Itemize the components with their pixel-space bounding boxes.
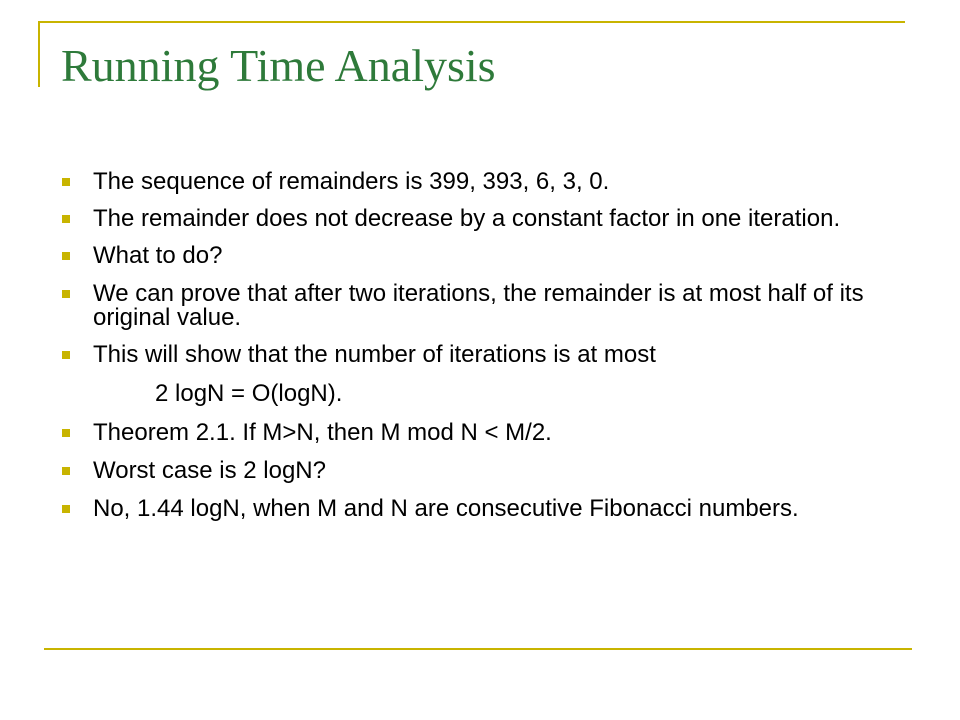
square-bullet-icon [62, 351, 70, 359]
square-bullet-icon [62, 252, 70, 260]
bullet-list [62, 170, 912, 521]
bullet-text: Worst case is 2 logN? [93, 457, 326, 484]
bullet-text: This will show that the number of iterations is at most [93, 341, 656, 368]
square-bullet-icon [62, 505, 70, 513]
bullet-item [62, 244, 912, 268]
bullet-item [62, 343, 912, 367]
left-rule [38, 21, 40, 87]
bullet-text: 2 logN = O(logN). [155, 380, 343, 407]
square-bullet-icon [62, 429, 70, 437]
bullet-text: We can prove that after two iterations, the remainder is at most half of its original value. [93, 280, 864, 331]
bullet-continuation [62, 382, 912, 406]
square-bullet-icon [62, 290, 70, 298]
bullet-text: The sequence of remainders is 399, 393, 6, 3, 0. [93, 168, 610, 195]
bullet-item [62, 497, 912, 521]
bullet-item [62, 207, 912, 231]
square-bullet-icon [62, 467, 70, 475]
slide-title: Running Time Analysis [61, 40, 496, 91]
bottom-rule [44, 648, 912, 650]
square-bullet-icon [62, 178, 70, 186]
bullet-text: What to do? [93, 242, 223, 269]
square-bullet-icon [62, 215, 70, 223]
bullet-item [62, 282, 912, 330]
bullet-item [62, 421, 912, 445]
bullet-item [62, 170, 912, 194]
top-rule [38, 21, 905, 23]
bullet-item [62, 459, 912, 483]
bullet-text: No, 1.44 logN, when M and N are consecutive Fibonacci numbers. [93, 495, 799, 522]
bullet-text: The remainder does not decrease by a constant factor in one iteration. [93, 205, 841, 232]
bullet-text: Theorem 2.1. If M>N, then M mod N < M/2. [93, 419, 552, 446]
